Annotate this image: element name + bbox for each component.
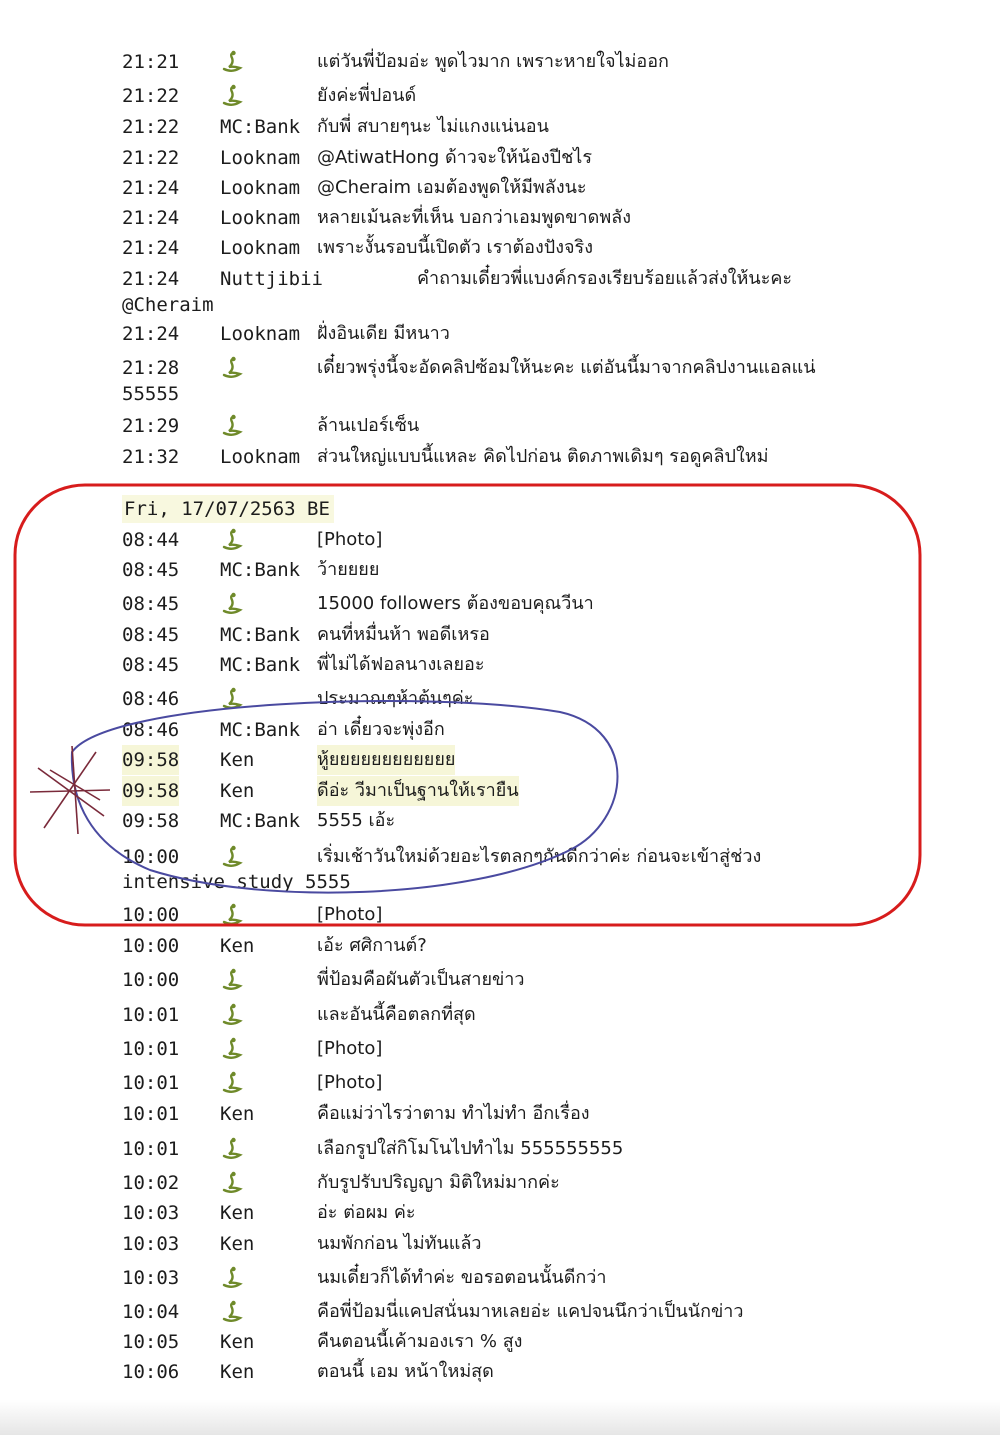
message-row	[122, 589, 982, 619]
message-time: 21:22	[122, 116, 180, 138]
message-time: 21:24	[122, 268, 180, 290]
message-row	[122, 965, 982, 995]
message-row	[122, 931, 982, 961]
message-sender: MC:Bank	[220, 654, 301, 676]
message-time: 08:45	[122, 654, 180, 676]
page-edge-shadow	[0, 1400, 1000, 1435]
message-time: 08:45	[122, 593, 180, 615]
message-text: ฝั่งอินเดีย มีหนาว	[317, 323, 450, 344]
message-time: 10:00	[122, 935, 180, 957]
message-text: อ่า เดี๋ยวจะพุ่งอีก	[317, 719, 445, 740]
snake-emoji-icon	[220, 902, 244, 926]
message-continuation: intensive study 5555	[122, 871, 351, 893]
snake-emoji-icon	[220, 1265, 244, 1289]
message-sender: MC:Bank	[220, 559, 301, 581]
message-row	[122, 555, 982, 585]
date-header: Fri, 17/07/2563 BE	[122, 495, 334, 523]
snake-emoji-icon	[220, 355, 244, 379]
message-row	[122, 1327, 982, 1357]
message-row	[122, 745, 982, 775]
message-sender: MC:Bank	[220, 719, 301, 741]
message-time: 09:58	[122, 776, 179, 806]
message-time: 10:01	[122, 1072, 180, 1094]
message-sender: Looknam	[220, 446, 301, 468]
message-text: คำถามเดี๋ยวพี่แบงค์กรองเรียบร้อยแล้วส่งให้นะคะ	[417, 268, 793, 289]
message-time: 10:01	[122, 1103, 180, 1125]
message-time: 08:46	[122, 688, 180, 710]
message-time: 10:02	[122, 1172, 180, 1194]
message-time: 10:05	[122, 1331, 180, 1353]
message-text: 15000 followers ต้องขอบคุณวีนา	[317, 593, 594, 614]
message-text: [Photo]	[317, 529, 383, 550]
message-time: 08:45	[122, 559, 180, 581]
message-row	[122, 650, 982, 680]
message-time: 21:22	[122, 147, 180, 169]
message-text: 5555 เอ้ะ	[317, 810, 396, 831]
message-sender: Nuttjibii	[220, 268, 323, 290]
message-time: 09:58	[122, 745, 179, 775]
message-row	[122, 81, 982, 111]
message-row	[122, 776, 982, 806]
message-text: เลือกรูปใส่กิโมโนไปทำไม 555555555	[317, 1138, 624, 1159]
message-sender: Ken	[220, 749, 255, 771]
message-time: 08:46	[122, 719, 180, 741]
snake-emoji-icon	[220, 1002, 244, 1026]
message-row	[122, 1229, 982, 1259]
message-text: เริ่มเช้าวันใหม่ด้วยอะไรตลกๆกันดีกว่าค่ะ ก่อนจะเข้าสู่ช่วง	[317, 846, 762, 867]
snake-emoji-icon	[220, 1170, 244, 1194]
message-sender	[220, 1297, 244, 1327]
message-row	[122, 525, 982, 555]
message-time: 10:01	[122, 1004, 180, 1026]
snake-emoji-icon	[220, 49, 244, 73]
message-sender	[220, 1000, 244, 1030]
message-row	[122, 620, 982, 650]
message-sender: Looknam	[220, 177, 301, 199]
message-sender	[220, 900, 244, 930]
message-text: ส่วนใหญ่แบบนี้แหละ คิดไปก่อน ติดภาพเดิมๆ รอดูคลิปใหม่	[317, 446, 769, 467]
message-time: 10:04	[122, 1301, 180, 1323]
message-continuation: 55555	[122, 383, 180, 405]
message-sender	[220, 1263, 244, 1293]
message-text: ว้ายยยย	[317, 559, 380, 580]
message-text: คนที่หมื่นห้า พอดีเหรอ	[317, 624, 490, 645]
message-text: นมเดี๋ยวก็ได้ทำค่ะ ขอรอตอนนั้นดีกว่า	[317, 1267, 607, 1288]
message-sender	[220, 1068, 244, 1098]
message-text: เอ้ะ ศศิกานต์?	[317, 935, 427, 956]
message-text: [Photo]	[317, 1038, 383, 1059]
message-time: 21:32	[122, 446, 180, 468]
message-row	[122, 1357, 982, 1387]
message-text: ดีอ่ะ วีมาเป็นฐานให้เรายืน	[317, 776, 519, 806]
message-sender: Ken	[220, 1202, 255, 1224]
message-row	[122, 715, 982, 745]
message-sender: MC:Bank	[220, 810, 301, 832]
snake-emoji-icon	[220, 686, 244, 710]
message-sender	[220, 1168, 244, 1198]
message-sender	[220, 1034, 244, 1064]
message-row	[122, 203, 982, 233]
message-row	[122, 684, 982, 714]
message-text: คือแม่ว่าไรว่าตาม ทำไม่ทำ อีกเรื่อง	[317, 1103, 590, 1124]
message-sender	[220, 525, 244, 555]
message-text: [Photo]	[317, 904, 383, 925]
message-time: 10:03	[122, 1233, 180, 1255]
message-sender: Looknam	[220, 323, 301, 345]
snake-emoji-icon	[220, 1299, 244, 1323]
message-time: 08:44	[122, 529, 180, 551]
message-text: ตอนนี้ เอม หน้าใหม่สุด	[317, 1361, 494, 1382]
message-text: กับพี่ สบายๆนะ ไม่แกงแน่นอน	[317, 116, 549, 137]
message-sender	[220, 47, 244, 77]
message-continuation: @Cheraim	[122, 294, 214, 316]
message-time: 21:24	[122, 323, 180, 345]
message-time: 21:28	[122, 357, 180, 379]
message-row	[122, 442, 982, 472]
message-row	[122, 1068, 982, 1098]
snake-emoji-icon	[220, 591, 244, 615]
message-row	[122, 233, 982, 263]
pen-star-mark	[30, 746, 110, 834]
message-row	[122, 1297, 982, 1327]
message-text: หลายเม้นละที่เห็น บอกว่าเอมพูดขาดพลัง	[317, 207, 631, 228]
message-sender	[220, 1134, 244, 1164]
snake-emoji-icon	[220, 1036, 244, 1060]
snake-emoji-icon	[220, 83, 244, 107]
message-text: ยังค่ะพี่ปอนด์	[317, 85, 417, 106]
message-time: 10:03	[122, 1202, 180, 1224]
message-sender: Ken	[220, 1233, 255, 1255]
message-sender: Ken	[220, 780, 255, 802]
message-sender: Looknam	[220, 207, 301, 229]
message-sender: Looknam	[220, 147, 301, 169]
message-sender	[220, 411, 244, 441]
message-row	[122, 842, 982, 872]
message-time: 21:21	[122, 51, 180, 73]
message-text: ล้านเปอร์เซ็น	[317, 415, 420, 436]
message-sender	[220, 81, 244, 111]
message-sender	[220, 842, 244, 872]
message-text: เดี๋ยวพรุ่งนี้จะอัดคลิปซ้อมให้นะคะ แต่อันนี้มาจากคลิปงานแอลแน่	[317, 357, 816, 378]
snake-emoji-icon	[220, 844, 244, 868]
snake-emoji-icon	[220, 527, 244, 551]
message-row	[122, 806, 982, 836]
message-row	[122, 1000, 982, 1030]
message-sender	[220, 965, 244, 995]
message-text: หู้ยยยยยยยยยยยย	[317, 745, 455, 775]
message-time: 10:01	[122, 1038, 180, 1060]
snake-emoji-icon	[220, 1070, 244, 1094]
message-sender: Ken	[220, 1331, 255, 1353]
message-sender: Looknam	[220, 237, 301, 259]
message-time: 21:24	[122, 177, 180, 199]
message-text: กับรูปรับปริญญา มิติใหม่มากค่ะ	[317, 1172, 560, 1193]
message-time: 10:00	[122, 846, 180, 868]
message-time: 21:24	[122, 207, 180, 229]
message-text: แต่วันพี่ป้อมอ่ะ พูดไวมาก เพราะหายใจไม่ออก	[317, 51, 669, 72]
message-sender: Ken	[220, 1103, 255, 1125]
message-text: คือพี่ป้อมนี่แคปสนั่นมาหเลยอ่ะ แคปจนนึกว่าเป็นนักข่าว	[317, 1301, 744, 1322]
message-time: 21:29	[122, 415, 180, 437]
message-row	[122, 173, 982, 203]
message-row	[122, 112, 982, 142]
message-text: [Photo]	[317, 1072, 383, 1093]
message-time: 10:00	[122, 969, 180, 991]
message-row	[122, 1168, 982, 1198]
message-time: 10:00	[122, 904, 180, 926]
message-sender	[220, 353, 244, 383]
message-row	[122, 264, 982, 294]
message-text: เพราะงั้นรอบนี้เปิดตัว เราต้องปังจริง	[317, 237, 593, 258]
message-text: พี่ไม่ได้ฟอลนางเลยอะ	[317, 654, 485, 675]
message-time: 10:03	[122, 1267, 180, 1289]
message-sender: Ken	[220, 935, 255, 957]
message-time: 10:06	[122, 1361, 180, 1383]
message-text: @AtiwatHong ด้าวจะให้น้องปีชไร	[317, 147, 593, 168]
message-time: 08:45	[122, 624, 180, 646]
message-text: ประมาณๆห้าต้นๆค่ะ	[317, 688, 474, 709]
message-text: พี่ป้อมคือผันตัวเป็นสายข่าว	[317, 969, 525, 990]
message-time: 09:58	[122, 810, 180, 832]
message-row	[122, 143, 982, 173]
message-row	[122, 1134, 982, 1164]
message-sender: MC:Bank	[220, 624, 301, 646]
message-time: 10:01	[122, 1138, 180, 1160]
message-text: คืนตอนนี้เค้ามองเรา % สูง	[317, 1331, 523, 1352]
message-text: @Cheraim เอมต้องพูดให้มีพลังนะ	[317, 177, 587, 198]
message-row	[122, 353, 982, 383]
message-row	[122, 900, 982, 930]
message-row	[122, 1263, 982, 1293]
message-row	[122, 47, 982, 77]
message-row	[122, 319, 982, 349]
message-text: อ่ะ ต่อผม ค่ะ	[317, 1202, 416, 1223]
snake-emoji-icon	[220, 413, 244, 437]
message-sender	[220, 589, 244, 619]
message-row	[122, 1034, 982, 1064]
message-row	[122, 411, 982, 441]
message-text: นมพักก่อน ไม่ทันแล้ว	[317, 1233, 482, 1254]
snake-emoji-icon	[220, 1136, 244, 1160]
message-sender	[220, 684, 244, 714]
message-sender: Ken	[220, 1361, 255, 1383]
message-row	[122, 1198, 982, 1228]
message-sender: MC:Bank	[220, 116, 301, 138]
message-time: 21:22	[122, 85, 180, 107]
message-time: 21:24	[122, 237, 180, 259]
message-text: และอันนี้คือตลกที่สุด	[317, 1004, 476, 1025]
message-row	[122, 1099, 982, 1129]
snake-emoji-icon	[220, 967, 244, 991]
